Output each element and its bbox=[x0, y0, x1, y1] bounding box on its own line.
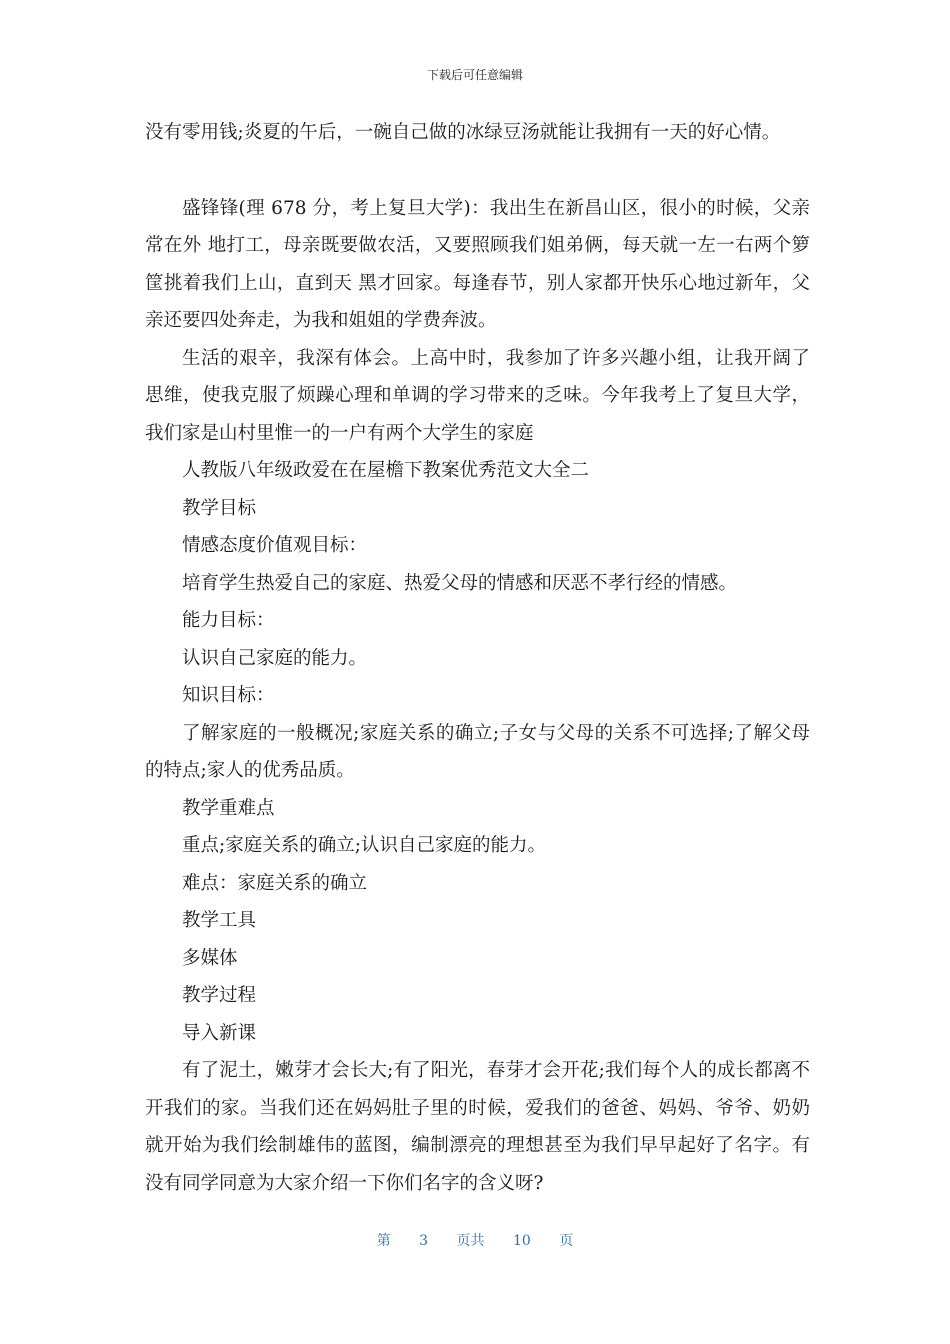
text-emotion-goals: 培育学生热爱自己的家庭、热爱父母的情感和厌恶不孝行经的情感。 bbox=[182, 572, 738, 594]
text-teaching-tools: 多媒体 bbox=[182, 947, 238, 969]
heading-knowledge-goals: 知识目标： bbox=[182, 685, 275, 706]
heading-teaching-tools: 教学工具 bbox=[182, 910, 257, 931]
heading-emotion-goals: 情感态度价值观目标： bbox=[182, 535, 368, 556]
page-label-prefix: 第 bbox=[376, 1233, 391, 1249]
paragraph-student-story: 盛锋锋(理 678 分，考上复旦大学)：我出生在新昌山区，很小的时候，父亲常在外 地打工，母亲既要做农活，又要照顾我们姐弟俩，每天就一左一右两个箩筐挑着我们上山，直到天 黑才回家。每逢春节，别人家都开快乐心地过新年，父亲还要四处奔走，为我和姐姐的学费奔波。 bbox=[145, 197, 810, 331]
heading-ability-goals: 能力目标： bbox=[182, 610, 275, 631]
text-difficult-points: 难点：家庭关系的确立 bbox=[182, 872, 368, 894]
text-ability-goals: 认识自己家庭的能力。 bbox=[182, 647, 368, 669]
page-footer bbox=[0, 1230, 950, 1250]
paragraph-spacer bbox=[145, 152, 810, 190]
heading-teaching-process: 教学过程 bbox=[182, 985, 257, 1006]
text-introduction: 有了泥土，嫩芽才会长大;有了阳光，春芽才会开花;我们每个人的成长都离不开我们的家。当我们还在妈妈肚子里的时候，爱我们的爸爸、妈妈、爷爷、奶奶就开始为我们绘制雄伟的蓝图，编制漂亮的理想甚至为我们早早起好了名字。有没有同学同意为大家介绍一下你们名字的含义呀? bbox=[145, 1060, 810, 1194]
heading-key-difficult-points: 教学重难点 bbox=[182, 797, 275, 819]
page-label-suffix: 页 bbox=[559, 1233, 574, 1249]
page-header: 下载后可任意编辑 bbox=[426, 68, 523, 82]
document-body bbox=[145, 114, 810, 1202]
paragraph-continuation: 没有零用钱;炎夏的午后，一碗自己做的冰绿豆汤就能让我拥有一天的好心情。 bbox=[145, 122, 781, 143]
section-title: 人教版八年级政爱在在屋檐下教案优秀范文大全二 bbox=[182, 460, 590, 481]
current-page-number: 3 bbox=[419, 1233, 429, 1249]
heading-teaching-goals: 教学目标 bbox=[182, 497, 257, 519]
text-key-points: 重点;家庭关系的确立;认识自己家庭的能力。 bbox=[182, 835, 546, 856]
page-label-middle: 页共 bbox=[456, 1233, 485, 1249]
total-pages-number: 10 bbox=[513, 1233, 531, 1249]
paragraph-student-reflection: 生活的艰辛，我深有体会。上高中时，我参加了许多兴趣小组，让我开阔了思维，使我克服了烦躁心理和单调的学习带来的乏味。今年我考上了复旦大学，我们家是山村里惟一的一户有两个大学生的家庭 bbox=[145, 347, 810, 444]
heading-introduction: 导入新课 bbox=[182, 1022, 257, 1044]
text-knowledge-goals: 了解家庭的一般概况;家庭关系的确立;子女与父母的关系不可选择;了解父母的特点;家人的优秀品质。 bbox=[145, 722, 810, 781]
